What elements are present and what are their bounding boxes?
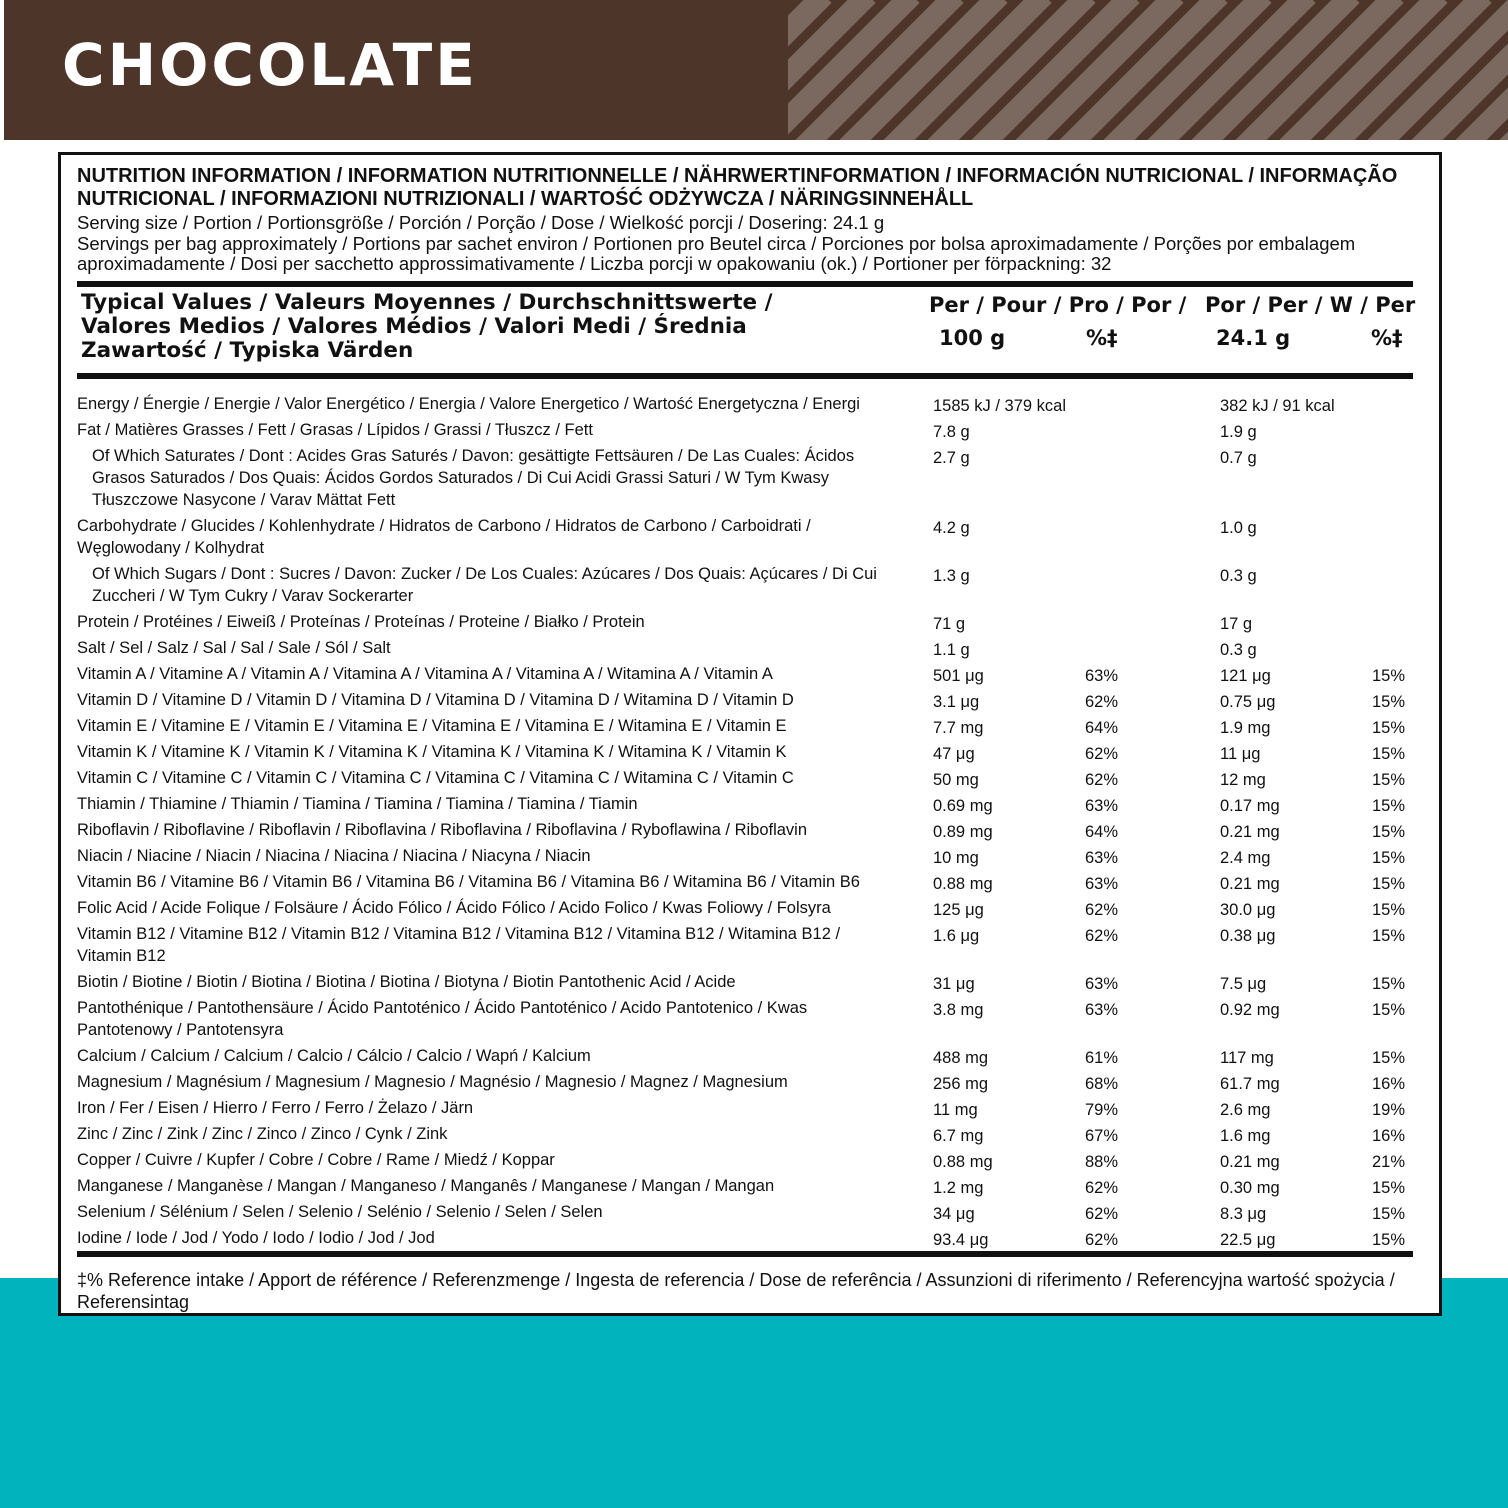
per-100g-ri: 62% [1085,901,1119,919]
per-serving-value: 0.21 mg [1220,1153,1280,1171]
flavor-title: CHOCOLATE [62,31,478,99]
header-top-rule [77,281,1413,287]
per-serving-value: 0.21 mg [1220,823,1280,841]
nutrient-name: Salt / Sel / Salz / Sal / Sal / Sale / Sól / Salt [77,639,391,657]
nutrient-row [77,1173,1417,1199]
per-serving-value: 0.38 μg [1220,927,1276,945]
nutrient-name: Folic Acid / Acide Folique / Folsäure / Ácido Fólico / Ácido Fólico / Acido Folico / Kwas Foliowy / Folsyra [77,899,831,917]
per-100g-value: 71 g [933,615,966,633]
per-100g-ri: 62% [1085,1179,1119,1197]
per-serving-ri: 16% [1372,1075,1406,1093]
per-100g-value: 7.7 mg [933,719,984,737]
per-100g-value: 34 μg [933,1205,975,1223]
per-serving-value: 0.3 g [1220,641,1257,659]
per-serving-value: 1.9 mg [1220,719,1271,737]
nutrient-name: Fat / Matières Grasses / Fett / Grasas / Lípidos / Grassi / Tłuszcz / Fett [77,421,593,439]
per-serving-ri: 15% [1372,1001,1406,1019]
per-serving-value: 61.7 mg [1220,1075,1280,1093]
per-100g-ri: 61% [1085,1049,1119,1067]
nutrient-row [77,969,1417,995]
per-serving-ri: 15% [1372,975,1406,993]
per-serving-value: 0.30 mg [1220,1179,1280,1197]
per-serving-ri: 16% [1372,1127,1406,1145]
nutrient-row [77,921,1417,969]
per-100g-value: 10 mg [933,849,979,867]
table-bottom-rule [77,1251,1413,1257]
nutrient-name: Iron / Fer / Eisen / Hierro / Ferro / Ferro / Żelazo / Järn [77,1099,474,1117]
nutrient-name: Riboflavin / Riboflavine / Riboflavin / Riboflavina / Riboflavina / Riboflavina / Ryboflawina / Riboflavin [77,821,808,839]
nutrient-name: Copper / Cuivre / Kupfer / Cobre / Cobre / Rame / Miedź / Koppar [77,1151,555,1169]
per-100g-value: 501 μg [933,667,984,685]
per-serving-value: 22.5 μg [1220,1231,1276,1249]
per-100g-value: 50 mg [933,771,979,789]
per-serving-ri: 15% [1372,771,1406,789]
per-100g-value: 3.8 mg [933,1001,984,1019]
nutrient-name: Magnesium / Magnésium / Magnesium / Magnesio / Magnésio / Magnesio / Magnez / Magnesium [77,1073,788,1091]
per-100g-ri: 63% [1085,875,1119,893]
per-100g-value: 0.69 mg [933,797,993,815]
per-100g-value: 256 mg [933,1075,989,1093]
per-100g-value: 1.1 g [933,641,970,659]
per-serving-value: 1.0 g [1220,519,1257,537]
per-100g-value: 6.7 mg [933,1127,984,1145]
per-serving-value: 8.3 μg [1220,1205,1267,1223]
per-serving-label: Por / Per / W / Per [1205,293,1416,317]
nutrient-name: Zinc / Zinc / Zink / Zinc / Zinco / Zinco / Cynk / Zink [77,1125,448,1143]
nutrient-row [77,1147,1417,1173]
per-100g-value: 47 μg [933,745,975,763]
per-100-amount: 100 g [939,326,1006,350]
nutrient-row [77,1121,1417,1147]
nutrient-row [77,1043,1417,1069]
per-100g-value: 93.4 μg [933,1231,989,1249]
per-100g-value: 11 mg [933,1101,978,1119]
nutrient-name: Vitamin E / Vitamine E / Vitamin E / Vitamina E / Vitamina E / Vitamina E / Witamina E / Vitamin E [77,717,787,735]
per-serving-value: 0.21 mg [1220,875,1280,893]
per-serving-amount: 24.1 g [1216,326,1291,350]
per-100g-value: 1.6 μg [933,927,980,945]
nutrient-name: Iodine / Iode / Jod / Yodo / Iodo / Iodio / Jod / Jod [77,1229,435,1247]
nutrient-row [77,1069,1417,1095]
banner-stripes [788,0,1508,140]
per-100g-ri: 63% [1085,1001,1119,1019]
nutrient-name: Niacin / Niacine / Niacin / Niacina / Niacina / Niacina / Niacyna / Niacin [77,847,591,865]
serving-size: Serving size / Portion / Portionsgröße / Porción / Porção / Dose / Wielkość porcji / Dosering: 24.1 g [77,212,885,233]
per-serving-value: 2.4 mg [1220,849,1271,867]
per-100g-ri: 79% [1085,1101,1119,1119]
per-serving-value: 0.75 μg [1220,693,1276,711]
per-100g-value: 488 mg [933,1049,989,1067]
per-serving-ri: 15% [1372,745,1406,763]
nutrient-row [77,1199,1417,1225]
nutrient-row [77,791,1417,817]
per-serving-ri: 15% [1372,927,1406,945]
per-100g-value: 0.88 mg [933,875,993,893]
nutrient-row [77,1095,1417,1121]
per-serving-value: 30.0 μg [1220,901,1276,919]
per-100g-ri: 63% [1085,667,1119,685]
per-100g-ri: 67% [1085,1127,1119,1145]
per-serving-ri: 15% [1372,849,1406,867]
per-serving-value: 1.9 g [1220,423,1257,441]
per-100g-value: 0.88 mg [933,1153,993,1171]
per-100g-ri: 63% [1085,797,1119,815]
per-serving-value: 11 μg [1220,745,1261,763]
nutrient-row [77,417,1417,443]
nutrition-information-title: NUTRITION INFORMATION / INFORMATION NUTRITIONNELLE / NÄHRWERTINFORMATION / INFORMACIÓN NUTRICIONAL / INFORMAÇÃO NUTRICIONAL / INFORMAZIONI NUTRIZIONALI / WARTOŚĆ ODŻYWCZA / NÄRINGSINNEHÅLL [77,165,1398,210]
nutrient-name: Vitamin D / Vitamine D / Vitamin D / Vitamina D / Vitamina D / Vitamina D / Witamina D / Vitamin D [77,691,794,709]
per-serving-value: 17 g [1220,615,1253,633]
nutrient-row [77,843,1417,869]
nutrient-row [77,687,1417,713]
per-100g-value: 2.7 g [933,449,970,467]
per-serving-ri: 15% [1372,1231,1406,1249]
nutrient-name: Biotin / Biotine / Biotin / Biotina / Biotina / Biotina / Biotyna / Biotin Pantothenic Acid / Acide [77,973,736,991]
per-serving-value: 117 mg [1220,1049,1274,1067]
serving-info [77,213,1427,275]
nutrient-name: Carbohydrate / Glucides / Kohlenhydrate / Hidratos de Carbono / Hidratos de Carbono / Carboidrati / Węglowodany / Kolhydrat [77,517,811,557]
per-100-label: Per / Pour / Pro / Por / [929,293,1187,317]
nutrient-row [77,995,1417,1043]
per-serving-value: 7.5 μg [1220,975,1267,993]
nutrient-name: Vitamin K / Vitamine K / Vitamin K / Vitamina K / Vitamina K / Vitamina K / Witamina K / Vitamin K [77,743,787,761]
nutrient-row [77,1225,1417,1251]
per-100g-ri: 62% [1085,927,1119,945]
per-serving-value: 0.17 mg [1220,797,1280,815]
per-serving-ri: 15% [1372,1205,1406,1223]
per-100g-ri: 62% [1085,1231,1119,1249]
per-100g-value: 4.2 g [933,519,970,537]
per-100g-ri: 62% [1085,693,1119,711]
nutrient-name: Vitamin A / Vitamine A / Vitamin A / Vitamina A / Vitamina A / Vitamina A / Witamina A / Vitamin A [77,665,773,683]
per-serving-value: 12 mg [1220,771,1266,789]
per-100g-value: 1.3 g [933,567,970,585]
nutrient-table [77,391,1417,1251]
per-100g-value: 31 μg [933,975,975,993]
nutrition-panel [58,152,1442,1316]
per-serving-ri: 15% [1372,875,1406,893]
nutrient-name: Vitamin C / Vitamine C / Vitamin C / Vitamina C / Vitamina C / Vitamina C / Witamina C / Vitamin C [77,769,794,787]
per-100-ri-label: %‡ [1086,326,1118,350]
reference-intake-footnote: ‡% Reference intake / Apport de référence / Referenzmenge / Ingesta de referencia / Dose de referência / Assunzioni di riferimento / Referencyjna wartość spożycia / Referensintag [77,1270,1395,1312]
nutrient-name: Manganese / Manganèse / Mangan / Manganeso / Manganês / Manganese / Mangan / Mangan [77,1177,775,1195]
per-serving-ri: 21% [1372,1153,1406,1171]
nutrient-row [77,443,1417,513]
per-serving-ri: 15% [1372,1049,1406,1067]
per-serving-ri: 15% [1372,797,1406,815]
per-serving-value: 0.7 g [1220,449,1257,467]
per-100g-ri: 62% [1085,771,1119,789]
nutrient-name: Of Which Saturates / Dont : Acides Gras Saturés / Davon: gesättigte Fettsäuren / De Las Cuales: Ácidos Grasos Saturados / Dos Quais: Ácidos Gordos Saturados / Di Cui Acidi Grassi Saturi / W Tym Kwasy Tłuszczowe Nasycone / Varav Mättat Fett [92,447,855,509]
nutrient-name: Thiamin / Thiamine / Thiamin / Tiamina / Tiamina / Tiamina / Tiamina / Tiamin [77,795,638,813]
per-100g-value: 7.8 g [933,423,970,441]
per-100g-value: 1585 kJ / 379 kcal [933,397,1066,415]
per-serving-value: 2.6 mg [1220,1101,1271,1119]
nutrient-row [77,713,1417,739]
nutrient-name: Vitamin B12 / Vitamine B12 / Vitamin B12 / Vitamina B12 / Vitamina B12 / Vitamina B12 / Witamina B12 / Vitamin B12 [77,925,841,965]
per-serving-value: 1.6 mg [1220,1127,1271,1145]
nutrient-row [77,513,1417,561]
typical-values-header: Typical Values / Valeurs Moyennes / Durchschnittswerte / Valores Medios / Valores Médios / Valori Medi / Średnia Zawartość / Typiska Värden [81,290,773,363]
nutrient-row [77,609,1417,635]
nutrient-row [77,739,1417,765]
per-100g-value: 125 μg [933,901,984,919]
per-100g-ri: 64% [1085,719,1119,737]
per-100g-ri: 62% [1085,745,1119,763]
nutrient-row [77,895,1417,921]
per-serving-value: 382 kJ / 91 kcal [1220,397,1335,415]
per-serving-ri: 15% [1372,901,1406,919]
per-100g-ri: 63% [1085,849,1119,867]
servings-per-bag: Servings per bag approximately / Portions par sachet environ / Portionen pro Beutel circa / Porciones por bolsa aproximadamente / Porções por embalagem aproximadamente / Dosi per sacchetto approssimativamente / Liczba porcji w opakowaniu (ok.) / Portioner per förpackning: 32 [77,232,1356,274]
nutrient-name: Energy / Énergie / Energie / Valor Energético / Energia / Valore Energetico / Wartość Energetyczna / Energi [77,395,860,413]
nutrient-row [77,561,1417,609]
per-100g-ri: 68% [1085,1075,1119,1093]
per-100g-ri: 88% [1085,1153,1119,1171]
per-100g-value: 0.89 mg [933,823,993,841]
header-bottom-rule [77,373,1413,379]
nutrient-name: Calcium / Calcium / Calcium / Calcio / Cálcio / Calcio / Wapń / Kalcium [77,1047,591,1065]
per-100g-ri: 63% [1085,975,1119,993]
nutrient-row [77,635,1417,661]
nutrient-name: Of Which Sugars / Dont : Sucres / Davon: Zucker / De Los Cuales: Azúcares / Dos Quais: Açúcares / Di Cui Zuccheri / W Tym Cukry / Varav Sockerarter [92,565,877,605]
nutrient-row [77,391,1417,417]
per-100g-value: 1.2 mg [933,1179,984,1197]
nutrient-name: Pantothénique / Pantothensäure / Ácido Pantoténico / Ácido Pantoténico / Acido Pantotenico / Kwas Pantotenowy / Pantotensyra [77,999,808,1039]
per-serving-ri: 15% [1372,719,1406,737]
per-serving-value: 121 μg [1220,667,1271,685]
per-serving-ri: 19% [1372,1101,1406,1119]
nutrient-name: Protein / Protéines / Eiweiß / Proteínas / Proteínas / Proteine / Białko / Protein [77,613,645,631]
per-serving-ri-label: %‡ [1371,326,1403,350]
per-serving-ri: 15% [1372,1179,1406,1197]
per-serving-ri: 15% [1372,693,1406,711]
nutrient-row [77,869,1417,895]
per-serving-value: 0.3 g [1220,567,1257,585]
nutrient-name: Vitamin B6 / Vitamine B6 / Vitamin B6 / Vitamina B6 / Vitamina B6 / Vitamina B6 / Witamina B6 / Vitamin B6 [77,873,860,891]
nutrient-row [77,765,1417,791]
per-serving-ri: 15% [1372,667,1406,685]
nutrient-row [77,817,1417,843]
nutrient-row [77,661,1417,687]
per-serving-ri: 15% [1372,823,1406,841]
per-100g-value: 3.1 μg [933,693,980,711]
nutrient-name: Selenium / Sélénium / Selen / Selenio / Selénio / Selenio / Selen / Selen [77,1203,603,1221]
per-100g-ri: 62% [1085,1205,1119,1223]
per-serving-value: 0.92 mg [1220,1001,1280,1019]
flavor-banner [4,0,1508,140]
per-100g-ri: 64% [1085,823,1119,841]
